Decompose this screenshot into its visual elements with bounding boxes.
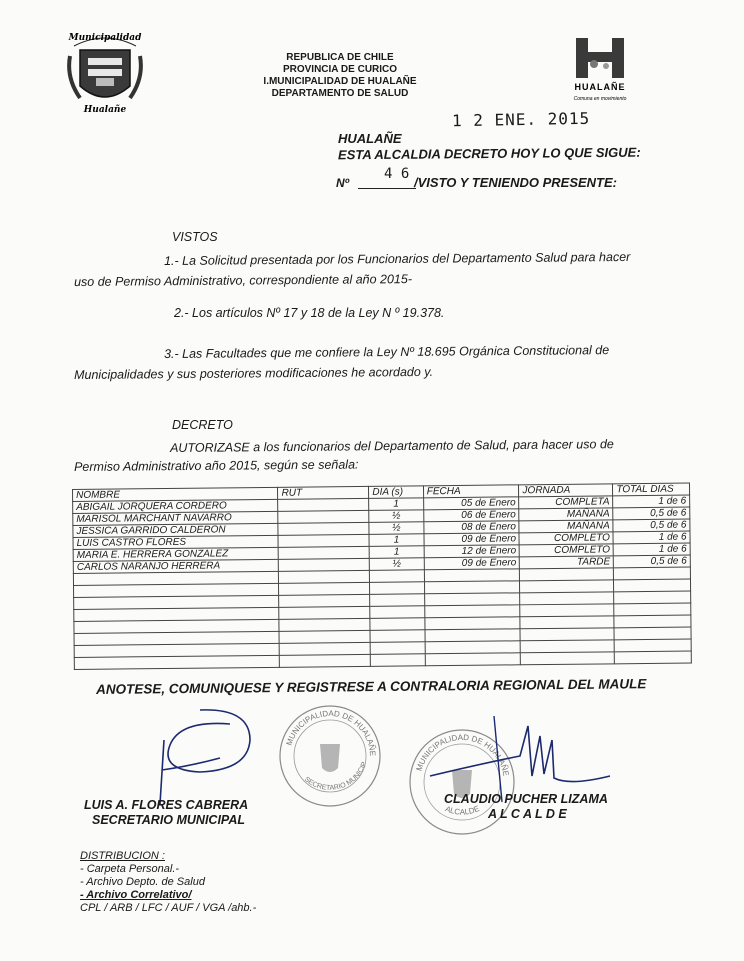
- cell-rut: [279, 582, 370, 595]
- cell-jornada: MAÑANA: [519, 520, 613, 533]
- cell-fecha: [425, 629, 521, 642]
- col-header-jornada: JORNADA: [519, 484, 613, 497]
- cell-rut: [279, 570, 370, 583]
- cell-fecha: [425, 653, 521, 666]
- cell-total: [614, 591, 691, 604]
- municipal-coat-of-arms-logo: [66, 28, 144, 118]
- secretary-handwritten-signature: [140, 700, 280, 810]
- svg-text:MUNICIPALIDAD DE HUALAÑE: MUNICIPALIDAD DE HUALAÑE: [284, 708, 378, 757]
- cell-rut: [279, 558, 370, 571]
- cell-jornada: [520, 592, 614, 605]
- cell-fecha: [425, 617, 521, 630]
- vistos-item3-line1: 3.- Las Facultades que me confiere la Ley Nº 18.695 Orgánica Constitucional de: [164, 343, 610, 361]
- signer-left-block: [84, 798, 248, 828]
- signer-right-block: [444, 792, 608, 822]
- permits-table: [72, 483, 692, 670]
- cell-nombre: MARISOL MARCHANT NAVARRO: [73, 511, 279, 525]
- cell-nombre: [74, 655, 280, 669]
- cell-fecha: [424, 569, 520, 582]
- cell-dia: [370, 582, 425, 595]
- cell-fecha: 12 de Enero: [424, 545, 520, 558]
- cell-jornada: [520, 628, 614, 641]
- distribution-heading: DISTRIBUCION :: [80, 850, 165, 862]
- cell-dia: [370, 606, 425, 619]
- cell-total: [614, 627, 691, 640]
- cell-rut: [278, 510, 369, 523]
- col-header-dia: DIA (s): [369, 486, 424, 499]
- cell-dia: [370, 630, 425, 643]
- cell-fecha: 09 de Enero: [424, 557, 520, 570]
- cell-jornada: [520, 604, 614, 617]
- vistos-item1-line2: uso de Permiso Administrativo, correspondiente al año 2015-: [74, 272, 413, 289]
- signer-left-name: LUIS A. FLORES CABRERA: [84, 798, 249, 812]
- decreto-line1: AUTORIZASE a los funcionarios del Departamento de Salud, para hacer uso de: [170, 437, 614, 455]
- secretary-official-seal: [276, 702, 384, 810]
- col-header-nombre: NOMBRE: [73, 487, 279, 501]
- cell-rut: [279, 630, 370, 643]
- svg-text:ALCALDE: ALCALDE: [443, 803, 481, 817]
- distribution-item: - Carpeta Personal.-: [80, 863, 180, 875]
- cell-nombre: ABIGAIL JORQUERA CORDERO: [73, 499, 279, 513]
- cell-dia: [371, 654, 426, 667]
- cell-jornada: [521, 652, 615, 665]
- col-header-total: TOTAL DIAS: [613, 483, 690, 496]
- cell-dia: 1: [369, 546, 424, 559]
- cell-rut: [280, 654, 371, 667]
- signer-right-name: CLAUDIO PUCHER LIZAMA: [444, 792, 608, 806]
- cell-nombre: CARLOS NARANJO HERRERA: [73, 559, 279, 573]
- cell-jornada: COMPLETA: [519, 496, 613, 509]
- cell-fecha: 09 de Enero: [424, 533, 520, 546]
- cell-total: [614, 639, 691, 652]
- cell-dia: ½: [370, 558, 425, 571]
- cell-dia: [370, 594, 425, 607]
- letterhead: [230, 52, 450, 100]
- cell-dia: [370, 570, 425, 583]
- cell-dia: [370, 642, 425, 655]
- decreto-line2: Permiso Administrativo año 2015, según se señala:: [74, 457, 359, 474]
- cell-jornada: TARDE: [520, 556, 614, 569]
- cell-total: 1 de 6: [613, 495, 690, 508]
- cell-total: [614, 567, 691, 580]
- distribution-item: - Archivo Depto. de Salud: [80, 876, 205, 888]
- intro-place: HUALAÑE: [338, 131, 402, 146]
- vistos-heading: VISTOS: [172, 230, 218, 244]
- cell-jornada: [520, 580, 614, 593]
- distribution-item: - Archivo Correlativo/: [80, 889, 192, 901]
- cell-jornada: COMPLETO: [519, 532, 613, 545]
- svg-text:MUNICIPALIDAD DE HUALAÑE: MUNICIPALIDAD DE HUALAÑE: [414, 732, 511, 777]
- cell-total: 0,5 de 6: [613, 519, 690, 532]
- svg-text:Hualañe: Hualañe: [83, 105, 127, 115]
- cell-fecha: [425, 641, 521, 654]
- cell-total: 1 de 6: [613, 543, 690, 556]
- signer-left-title: SECRETARIO MUNICIPAL: [92, 813, 246, 827]
- cell-total: [614, 615, 691, 628]
- cell-nombre: LUIS CASTRO FLORES: [73, 535, 279, 549]
- cell-rut: [278, 498, 369, 511]
- cell-rut: [278, 522, 369, 535]
- cell-fecha: [424, 581, 520, 594]
- date-stamp: 1 2 ENE. 2015: [451, 108, 591, 131]
- cell-rut: [280, 642, 371, 655]
- signer-right-title: A L C A L D E: [488, 807, 567, 821]
- cell-dia: 1: [369, 498, 424, 511]
- distribution-block: [80, 850, 256, 915]
- cell-jornada: [521, 640, 615, 653]
- vistos-item1-line1: 1.- La Solicitud presentada por los Funcionarios del Departamento Salud para hacer: [164, 249, 631, 268]
- cell-jornada: COMPLETO: [520, 544, 614, 557]
- cell-jornada: [520, 616, 614, 629]
- cell-dia: [370, 618, 425, 631]
- cell-rut: [279, 606, 370, 619]
- col-header-fecha: FECHA: [423, 485, 519, 498]
- cell-total: [614, 603, 691, 616]
- cell-total: 0,5 de 6: [614, 555, 691, 568]
- decree-number-value: 4 6: [384, 166, 410, 182]
- cell-dia: ½: [369, 510, 424, 523]
- cell-nombre: MARIA E. HERRERA GONZALEZ: [73, 547, 279, 561]
- cell-dia: ½: [369, 522, 424, 535]
- vistos-item2: 2.- Los artículos Nº 17 y 18 de la Ley N º 19.378.: [174, 306, 445, 320]
- cell-total: [614, 579, 691, 592]
- cell-nombre: JESSICA GARRIDO CALDERON: [73, 523, 279, 537]
- decree-number-suffix: /VISTO Y TENIENDO PRESENTE:: [414, 175, 617, 190]
- cell-jornada: MAÑANA: [519, 508, 613, 521]
- cell-rut: [279, 594, 370, 607]
- hualane-brand-logo: [568, 38, 632, 104]
- svg-text:SECRETARIO MUNICIPAL: SECRETARIO MUNICIP: [302, 761, 369, 792]
- intro-line: ESTA ALCALDIA DECRETO HOY LO QUE SIGUE:: [337, 144, 641, 163]
- header-municipality: I.MUNICIPALIDAD DE HUALAÑE: [263, 76, 417, 87]
- distribution-initials: CPL / ARB / LFC / AUF / VGA /ahb.-: [80, 902, 257, 914]
- header-country: REPUBLICA DE CHILE: [286, 52, 394, 63]
- cell-total: 1 de 6: [613, 531, 690, 544]
- header-province: PROVINCIA DE CURICO: [282, 64, 398, 75]
- decree-number-label: Nº: [336, 176, 350, 190]
- cell-rut: [279, 546, 370, 559]
- cell-jornada: [520, 568, 614, 581]
- decreto-heading: DECRETO: [172, 418, 233, 432]
- cell-fecha: 05 de Enero: [423, 497, 519, 510]
- col-header-rut: RUT: [278, 486, 369, 499]
- cell-fecha: [424, 605, 520, 618]
- vistos-item3-line2: Municipalidades y sus posteriores modificaciones he acordado y.: [74, 364, 434, 382]
- cell-fecha: [424, 593, 520, 606]
- svg-text:Municipalidad: Municipalidad: [68, 33, 142, 43]
- cell-fecha: 08 de Enero: [424, 521, 520, 534]
- cell-rut: [279, 618, 370, 631]
- cell-dia: 1: [369, 534, 424, 547]
- cell-total: 0,5 de 6: [613, 507, 690, 520]
- cell-rut: [278, 534, 369, 547]
- cell-total: [615, 651, 692, 664]
- header-department: DEPARTAMENTO DE SALUD: [271, 88, 409, 99]
- decree-number-underline: [358, 188, 416, 189]
- svg-text:HUALAÑE: HUALAÑE: [574, 82, 626, 92]
- svg-text:Comuna en movimiento: Comuna en movimiento: [573, 96, 627, 102]
- closing-statement: ANOTESE, COMUNIQUESE Y REGISTRESE A CONTRALORIA REGIONAL DEL MAULE: [96, 676, 647, 697]
- cell-fecha: 06 de Enero: [423, 509, 519, 522]
